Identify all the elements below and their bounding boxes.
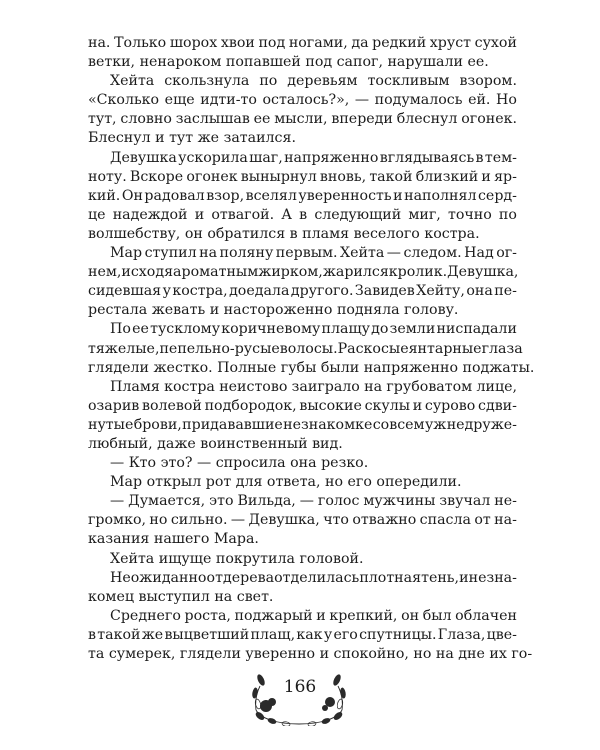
word: костра, bbox=[172, 283, 228, 300]
word: и bbox=[194, 206, 205, 223]
word: вынырнул bbox=[240, 168, 317, 185]
word: Раскосые bbox=[337, 340, 409, 357]
word: шорох bbox=[169, 35, 218, 51]
word: пепельно-русые bbox=[159, 340, 280, 357]
text-line: глядели жестко. Полные губы были напряженно поджаты. bbox=[88, 359, 535, 376]
word: в bbox=[299, 206, 308, 223]
word: и bbox=[459, 569, 469, 586]
word: жирком, bbox=[258, 264, 323, 281]
word: голос bbox=[317, 493, 360, 510]
word: это bbox=[209, 493, 234, 510]
word: ей. bbox=[468, 92, 491, 109]
word: Девушка, bbox=[447, 264, 519, 281]
word: в bbox=[475, 149, 484, 166]
word: сильно. bbox=[170, 512, 228, 529]
word: на bbox=[364, 378, 383, 395]
word: же bbox=[141, 626, 164, 643]
word: не- bbox=[494, 493, 517, 510]
word: незнакомке bbox=[283, 416, 373, 433]
word: скулы bbox=[364, 397, 411, 414]
word: по bbox=[259, 73, 278, 90]
text-line: волшебству, он обратился в пламя веселого костра. bbox=[88, 225, 480, 242]
word: идти-то bbox=[200, 92, 257, 109]
word: Над bbox=[464, 245, 494, 262]
word: земли bbox=[389, 321, 436, 338]
text-line: казания нашего Мара. bbox=[88, 531, 259, 548]
word: близкий bbox=[415, 168, 479, 185]
word: и bbox=[481, 168, 491, 185]
text-line: Хейта ищуще покрутила головой. bbox=[110, 550, 364, 567]
word: — bbox=[230, 512, 246, 529]
word: поджарый bbox=[234, 607, 313, 624]
word: яр- bbox=[494, 168, 517, 185]
word: грубоватом bbox=[386, 378, 473, 395]
word: другого. bbox=[290, 283, 354, 300]
text-line bbox=[88, 72, 517, 91]
word: огонек. bbox=[461, 111, 517, 128]
word: кролик. bbox=[388, 264, 448, 281]
text-line bbox=[88, 607, 517, 626]
word: огонек bbox=[186, 168, 238, 185]
word: такой bbox=[369, 168, 413, 185]
word: недруже- bbox=[446, 416, 517, 433]
word: Пламя bbox=[110, 378, 160, 395]
word: мужчины bbox=[363, 493, 436, 510]
text-line bbox=[88, 569, 517, 588]
word: По bbox=[110, 321, 131, 338]
word: плотная bbox=[359, 569, 422, 586]
word: взор, bbox=[206, 187, 245, 204]
word: костра bbox=[164, 378, 215, 395]
word: крепкий, bbox=[329, 607, 398, 624]
word: глаза bbox=[481, 340, 523, 357]
word: жарился bbox=[322, 264, 389, 281]
word: волевой bbox=[141, 397, 202, 414]
word: дерева bbox=[222, 569, 275, 586]
page-number: 166 bbox=[283, 677, 317, 697]
word: заслышав bbox=[175, 111, 250, 128]
word: Среднего bbox=[110, 607, 181, 624]
word: тоскливым bbox=[367, 73, 450, 90]
word: Думается, bbox=[128, 493, 206, 510]
word: Девушка bbox=[110, 149, 177, 166]
word: доедала bbox=[229, 283, 290, 300]
word: тусклому bbox=[150, 321, 221, 338]
text-line: комец выступил на свет. bbox=[88, 588, 274, 605]
word: да bbox=[351, 35, 369, 51]
text-line bbox=[88, 416, 517, 435]
word: нем, bbox=[88, 264, 122, 281]
word: хруст bbox=[429, 35, 472, 51]
word: Девушка, bbox=[248, 512, 320, 529]
text-line bbox=[88, 378, 517, 397]
word: был bbox=[422, 607, 452, 624]
word: на- bbox=[494, 512, 517, 529]
word: подбородок, bbox=[204, 397, 297, 414]
word: придававшие bbox=[182, 416, 283, 433]
word: заиграло bbox=[291, 378, 360, 395]
word: Вскоре bbox=[129, 168, 184, 185]
word: до bbox=[371, 321, 389, 338]
word: исходя bbox=[121, 264, 174, 281]
word: блеснул bbox=[396, 111, 458, 128]
word: первым. bbox=[275, 245, 338, 262]
word: у bbox=[162, 283, 171, 300]
word: и bbox=[412, 397, 423, 414]
word: А bbox=[281, 206, 292, 223]
word: волосы. bbox=[279, 340, 338, 357]
word: Хейта bbox=[110, 73, 155, 90]
word: — bbox=[386, 245, 401, 262]
word: Завидев bbox=[354, 283, 415, 300]
word: мысли, bbox=[274, 111, 328, 128]
word: впереди bbox=[331, 111, 393, 128]
word: цве- bbox=[486, 626, 517, 643]
text-line: рестала жевать и настороженно подняла голову. bbox=[88, 302, 459, 319]
text-line bbox=[88, 492, 517, 511]
word: Он bbox=[121, 187, 143, 204]
word: на bbox=[199, 245, 218, 262]
word: он bbox=[401, 607, 420, 624]
word: сурово bbox=[424, 397, 476, 414]
word: сидевшая bbox=[88, 283, 162, 300]
text-line bbox=[88, 206, 517, 225]
text-line bbox=[88, 282, 517, 301]
word: и bbox=[316, 607, 326, 624]
word: роста, bbox=[184, 607, 231, 624]
text-line bbox=[88, 149, 517, 168]
word: вглядываясь bbox=[379, 149, 475, 166]
word: ступил bbox=[144, 245, 197, 262]
word: осталось?», bbox=[262, 92, 350, 109]
word: спасла bbox=[419, 512, 471, 529]
word: Вильда, bbox=[237, 493, 296, 510]
text-line: любный, даже воинственный вид. bbox=[88, 435, 343, 452]
text-line: ветки, ненароком попавшей под сапог, нарушали ее. bbox=[88, 54, 489, 71]
word: под bbox=[258, 35, 286, 51]
word: в bbox=[88, 626, 96, 643]
word: спутницы. bbox=[359, 626, 437, 643]
word: вселял bbox=[245, 187, 297, 204]
word: ее bbox=[253, 111, 271, 128]
word: ускорила bbox=[178, 149, 248, 166]
word: Неожиданно bbox=[110, 569, 207, 586]
word: нутые bbox=[88, 416, 134, 433]
text-line bbox=[88, 263, 517, 282]
text-line: — Кто это? — спросила она резко. bbox=[110, 455, 369, 472]
word: серд- bbox=[477, 187, 517, 204]
word: громко, bbox=[88, 512, 147, 529]
word: и bbox=[393, 187, 403, 204]
word: плащ, bbox=[250, 626, 296, 643]
text-line bbox=[88, 626, 517, 645]
word: как bbox=[296, 626, 323, 643]
text-line bbox=[88, 91, 517, 110]
word: напряженно bbox=[284, 149, 379, 166]
word: по bbox=[498, 206, 517, 223]
word: сдви- bbox=[478, 397, 517, 414]
word: надеждой bbox=[112, 206, 188, 223]
word: совсем bbox=[372, 416, 425, 433]
word: редкий bbox=[372, 35, 427, 51]
word: незна- bbox=[468, 569, 517, 586]
text-line: та сумерек, глядели уверенно и спокойно, но на дне их го- bbox=[88, 646, 533, 662]
text-line bbox=[88, 244, 517, 263]
word: отделилась bbox=[274, 569, 360, 586]
word: но bbox=[149, 512, 168, 529]
word: выцветший bbox=[164, 626, 250, 643]
word: вновь, bbox=[319, 168, 367, 185]
word: — bbox=[110, 493, 125, 510]
word: звучал bbox=[439, 493, 491, 510]
text-line bbox=[88, 168, 517, 187]
word: уж bbox=[424, 416, 447, 433]
body-text bbox=[88, 34, 535, 664]
word: она bbox=[466, 283, 493, 300]
text-line bbox=[88, 397, 517, 416]
text-line: Блеснул и тут же затаился. bbox=[88, 130, 296, 147]
word: еще bbox=[164, 92, 195, 109]
word: неистово bbox=[219, 378, 288, 395]
word: — bbox=[299, 493, 314, 510]
word: Глаза, bbox=[437, 626, 486, 643]
word: лице, bbox=[476, 378, 517, 395]
word: от bbox=[206, 569, 223, 586]
word: це bbox=[88, 206, 106, 223]
word: ногами, bbox=[288, 35, 348, 51]
word: поляну bbox=[219, 245, 274, 262]
word: ее bbox=[132, 321, 149, 338]
word: его bbox=[333, 626, 358, 643]
word: следующий bbox=[314, 206, 402, 223]
word: скользнула bbox=[164, 73, 250, 90]
word: от bbox=[474, 512, 491, 529]
word: янтарные bbox=[408, 340, 482, 357]
word: радовал bbox=[144, 187, 205, 204]
word: Но bbox=[496, 92, 517, 109]
text-line bbox=[88, 187, 517, 206]
word: озарив bbox=[88, 397, 140, 414]
word: — bbox=[354, 92, 370, 109]
word: тем- bbox=[484, 149, 517, 166]
text-line bbox=[88, 511, 517, 530]
word: «Сколько bbox=[88, 92, 160, 109]
word: Мар bbox=[110, 245, 143, 262]
text-line bbox=[88, 340, 523, 359]
word: Хейту, bbox=[416, 283, 465, 300]
word: тень, bbox=[421, 569, 460, 586]
word: высокие bbox=[299, 397, 362, 414]
word: тяжелые, bbox=[88, 340, 160, 357]
word: отвагой. bbox=[211, 206, 275, 223]
text-line bbox=[88, 110, 517, 129]
word: шаг, bbox=[249, 149, 283, 166]
word: что bbox=[323, 512, 349, 529]
word: подумалось bbox=[374, 92, 463, 109]
word: миг, bbox=[408, 206, 441, 223]
text-line bbox=[88, 320, 517, 339]
word: следом. bbox=[403, 245, 462, 262]
word: у bbox=[323, 626, 333, 643]
word: отважно bbox=[352, 512, 417, 529]
word: плащу bbox=[321, 321, 370, 338]
word: на. bbox=[88, 35, 111, 51]
word: кий. bbox=[88, 187, 121, 204]
text-line bbox=[88, 34, 517, 53]
word: пе- bbox=[494, 283, 517, 300]
word: брови, bbox=[133, 416, 182, 433]
word: тут, bbox=[88, 111, 117, 128]
word: хвои bbox=[220, 35, 255, 51]
word: Хейта bbox=[340, 245, 385, 262]
word: такой bbox=[97, 626, 141, 643]
word: ноту. bbox=[88, 168, 127, 185]
word: словно bbox=[120, 111, 172, 128]
word: Только bbox=[114, 35, 167, 51]
text-line: Мар открыл рот для ответа, но его опередили. bbox=[110, 474, 462, 491]
word: ароматным bbox=[173, 264, 259, 281]
word: коричневому bbox=[221, 321, 321, 338]
word: взором. bbox=[459, 73, 517, 90]
word: уверенность bbox=[298, 187, 392, 204]
word: ог- bbox=[496, 245, 517, 262]
word: облачен bbox=[455, 607, 517, 624]
word: точно bbox=[447, 206, 492, 223]
word: сухой bbox=[474, 35, 517, 51]
word: наполнял bbox=[404, 187, 477, 204]
word: ниспадали bbox=[436, 321, 517, 338]
word: деревьям bbox=[287, 73, 358, 90]
